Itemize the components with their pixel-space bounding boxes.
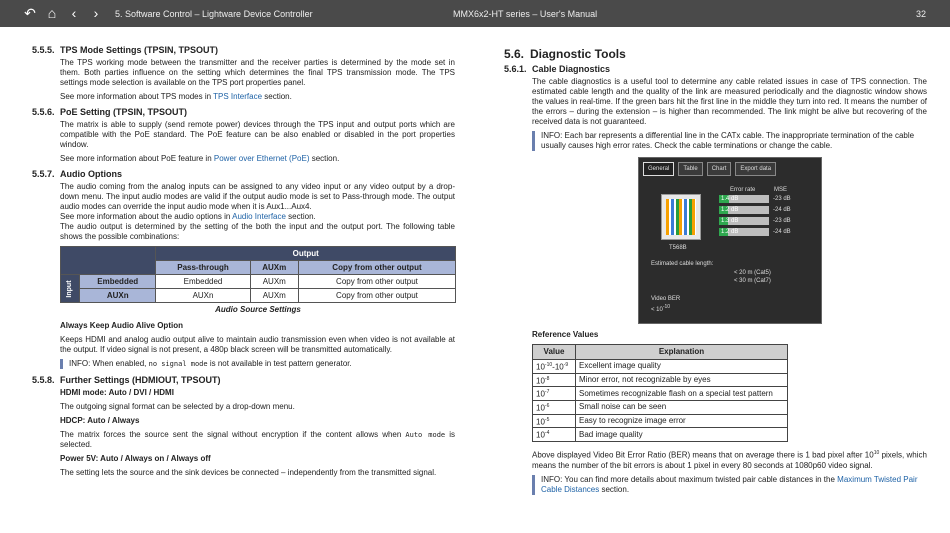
paragraph: Above displayed Video Bit Error Ratio (BER) means that on average there is 1 bad pixel after $10^{10}$ pixels, which means the number of the bit errors is about 1 pixel in every 80 seconds at 1080p60 video signal. — [532, 449, 927, 470]
subheading: HDCP: Auto / Always — [60, 416, 140, 425]
paragraph: The matrix is able to supply (send remote power) devices through the TPS input and output ports which are compatible with the PoE standard. The PoE feature can be also enabled or disabled in the port properties window. — [60, 120, 455, 149]
paragraph: The setting lets the source and the sink devices be connected – independently from the transmitted signal. — [60, 468, 437, 477]
error-rate-value: 1.3 dB — [721, 218, 739, 224]
table-row: $10^{-10}-10^{-9}$ Excellent image quality — [533, 360, 788, 374]
subheading: Power 5V: Auto / Always on / Always off — [60, 454, 211, 463]
paragraph: See more information about the audio options in Audio Interface section. — [60, 212, 316, 221]
table-row: $10^{-7}$ Sometimes recognizable flash on a special test pattern — [533, 387, 788, 401]
section-heading: 5.5.7. Audio Options — [32, 169, 122, 179]
reference-values-title: Reference Values — [532, 330, 599, 339]
mse-value: -24 dB — [773, 207, 791, 213]
video-ber-value: < $10^{-10}$ — [651, 304, 671, 313]
audio-source-table: Output Pass-through AUXm Copy from other output Input Embedded Embedded AUXm Copy from other output AUXn AUXn AUXm Copy from other output — [60, 246, 456, 303]
chapter-title: 5. Software Control – Lightware Device Controller — [115, 9, 313, 19]
mse-header: MSE — [774, 187, 788, 193]
tab-chart[interactable]: Chart — [707, 162, 732, 176]
manual-title: MMX6x2-HT series – User's Manual — [453, 9, 598, 19]
table-caption: Audio Source Settings — [215, 305, 301, 314]
paragraph: Keeps HDMI and analog audio output alive to maintain audio transmission even when video is not available at the output. If video signal is not present, a 480p black screen will be transmitted automatically. — [60, 335, 455, 354]
mse-value: -23 dB — [773, 196, 791, 202]
info-box: INFO: You can find more details about maximum twisted pair cable distances in the Maximum Twisted Pair Cable Distances section. — [532, 475, 927, 495]
table-row: $10^{-8}$ Minor error, not recognizable by eyes — [533, 373, 788, 387]
error-bar-row — [719, 228, 769, 236]
link-audio-interface[interactable]: Audio Interface — [232, 212, 286, 221]
section-heading: 5.5.6. PoE Setting (TPSIN, TPSOUT) — [32, 107, 188, 117]
section-heading: 5.5.5. TPS Mode Settings (TPSIN, TPSOUT) — [32, 45, 219, 55]
video-ber-label: Video BER — [651, 296, 681, 302]
top-bar — [0, 0, 950, 27]
table-row: $10^{-6}$ Small noise can be seen — [533, 400, 788, 414]
diagnostic-tabs — [643, 162, 776, 176]
mse-value: -23 dB — [773, 218, 791, 224]
link-max-tp-distances[interactable]: Maximum Twisted Pair Cable Distances — [541, 474, 918, 494]
paragraph: The audio output is determined by the setting of the both the input and the output port. The following table shows the possible combinations: — [60, 222, 455, 241]
error-rate-header: Error rate — [730, 187, 756, 193]
estimated-length-label: Estimated cable length: — [651, 261, 714, 267]
subheading: Always Keep Audio Alive Option — [60, 321, 183, 330]
error-bar-row — [719, 195, 769, 203]
section-heading: 5.5.8. Further Settings (HDMIOUT, TPSOUT) — [32, 375, 221, 385]
section-heading: 5.6. Diagnostic Tools — [504, 47, 626, 61]
next-page-icon[interactable]: › — [93, 5, 99, 21]
error-bar-row — [719, 217, 769, 225]
cable-diagnostics-screenshot — [638, 157, 822, 324]
table-row: $10^{-4}$ Bad image quality — [533, 428, 788, 442]
link-poe[interactable]: Power over Ethernet (PoE) — [213, 154, 310, 163]
paragraph: The TPS working mode between the transmitter and the receiver parties is determined by the mode set in them. Both parties influence on the setting which determines the final TPS transmission mode. The TPS settings mode selection is available on the TPS port properties panel. — [60, 58, 455, 87]
tab-export-data[interactable]: Export data — [735, 162, 776, 176]
info-box: INFO: Each bar represents a differential line in the CATx cable. The inappropriate termination of the cable usually causes high error rates. Check the cable terminations or change the cable. — [532, 131, 927, 151]
back-icon[interactable]: ↶ — [24, 5, 36, 21]
page-number: 32 — [916, 9, 927, 19]
section-heading: 5.6.1. Cable Diagnostics — [504, 64, 611, 74]
connector-label: T568B — [669, 245, 687, 251]
paragraph: The audio coming from the analog inputs can be assigned to any video input or any video output by a drop-down menu. The input audio modes are valid if the output audio mode is set to Pass-through mode. The output audio modes can override the input audio mode when it is Aux1...Aux4. — [60, 182, 455, 211]
mse-value: -24 dB — [773, 229, 791, 235]
reference-values-table: Value Explanation $10^{-10}-10^{-9}$ Excellent image quality $10^{-8}$ Minor error, not recognizable by eyes $10^{-7}$ Sometimes recognizable flash on a special test pattern $10^{-6}$ Small noise can be seen $10^{-5}$ Easy to recognize image error $10^{-4}$ Bad image quality — [532, 344, 788, 442]
home-icon[interactable]: ⌂ — [47, 5, 57, 21]
length-cat7: < 30 m (Cat7) — [734, 278, 771, 284]
paragraph: The outgoing signal format can be selected by a drop-down menu. — [60, 402, 295, 411]
table-row: $10^{-5}$ Easy to recognize image error — [533, 414, 788, 428]
previous-page-icon[interactable]: ‹ — [71, 5, 77, 21]
link-tps-interface[interactable]: TPS Interface — [213, 92, 263, 101]
paragraph: See more information about PoE feature in Power over Ethernet (PoE) section. — [60, 154, 340, 163]
error-bar-row — [719, 206, 769, 214]
error-rate-value: 1.2 dB — [721, 229, 739, 235]
tab-general[interactable]: General — [643, 162, 674, 176]
length-cat5: < 20 m (Cat5) — [734, 270, 771, 276]
subheading: HDMI mode: Auto / DVI / HDMI — [60, 388, 174, 397]
nav-buttons — [22, 5, 104, 21]
tab-table[interactable]: Table — [678, 162, 702, 176]
rj45-connector-icon — [661, 194, 701, 240]
paragraph: The cable diagnostics is a useful tool to determine any cable related issues in case of TPS connection. The estimated cable length and the quality of the link are measured periodically and the diagnostic window shows the values in real-time. If the green bars hit the first line in the middle they turn into red. It means the number of the errors – during the extension – is higher than recommended. The link might be alive but recovering of the received data is not guaranteed. — [532, 77, 927, 126]
right-column — [504, 45, 927, 501]
left-column — [32, 40, 455, 482]
paragraph: The matrix forces the source sent the signal without encryption if the content allows when Auto mode is selected. — [60, 430, 455, 449]
error-rate-value: 1.2 dB — [721, 207, 739, 213]
info-box: INFO: When enabled, no signal mode is not available in test pattern generator. — [60, 359, 455, 369]
paragraph: See more information about TPS modes in TPS Interface section. — [60, 92, 292, 101]
error-rate-value: 1.4 dB — [721, 196, 739, 202]
